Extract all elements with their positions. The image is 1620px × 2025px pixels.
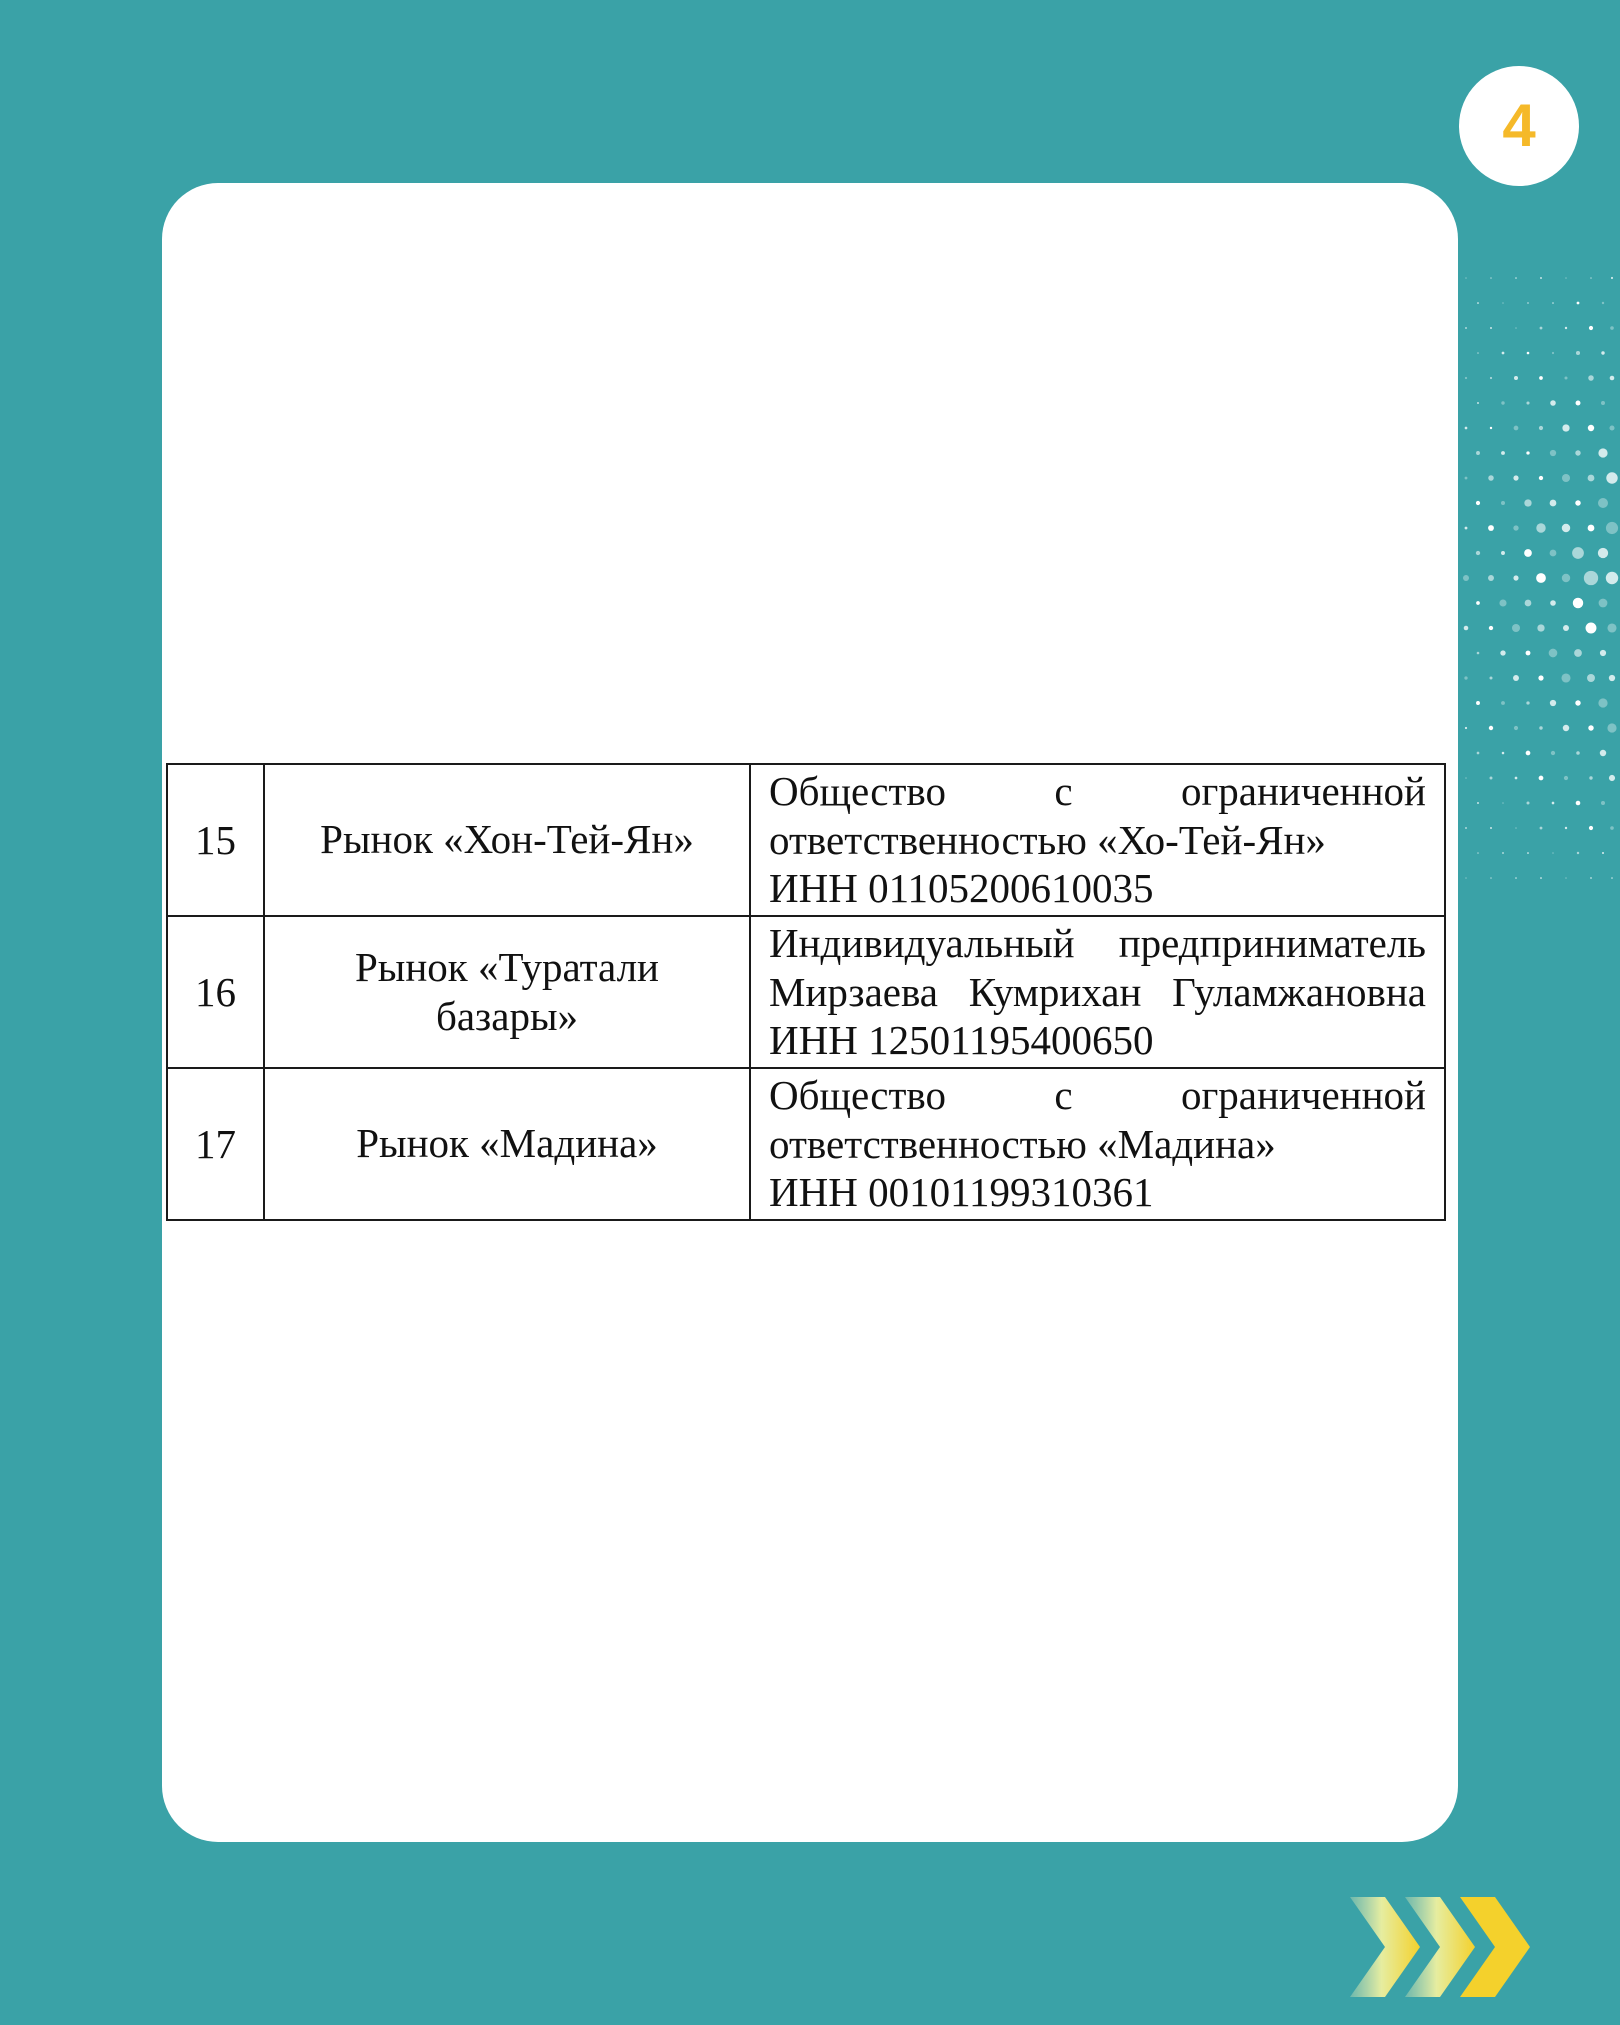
dot-29	[1539, 376, 1543, 380]
dot-157	[1490, 877, 1492, 879]
dot-150	[1477, 852, 1479, 854]
dot-37	[1576, 401, 1581, 406]
owner-inn: ИНН 12501195400650	[769, 1017, 1154, 1064]
dot-79	[1488, 575, 1494, 581]
table-row	[167, 1068, 1445, 1220]
page-number: 4	[1502, 92, 1536, 159]
dot-93	[1512, 624, 1520, 632]
dot-52	[1465, 477, 1468, 480]
dot-45	[1609, 425, 1614, 430]
dot-82	[1562, 574, 1570, 582]
dot-97	[1607, 623, 1616, 632]
dot-6	[1611, 277, 1613, 279]
dot-149	[1610, 826, 1614, 830]
dot-134	[1564, 776, 1568, 780]
dot-17	[1565, 327, 1567, 329]
dot-133	[1539, 776, 1544, 781]
owner-inn: ИНН 01105200610035	[769, 865, 1154, 912]
dot-10	[1552, 302, 1554, 304]
dot-153	[1552, 852, 1554, 854]
dot-22	[1527, 352, 1530, 355]
dot-142	[1601, 801, 1605, 805]
dot-4	[1565, 277, 1567, 279]
dot-137	[1477, 802, 1479, 804]
row-number: 16	[167, 916, 264, 1068]
market-name: Рынок «Хон-Тей-Ян»	[264, 764, 750, 916]
dot-78	[1463, 575, 1469, 581]
dot-26	[1465, 377, 1467, 379]
dot-67	[1513, 525, 1518, 530]
dot-pattern-icon	[1448, 270, 1620, 890]
owner-name: ответственностью «Хо-Тей-Ян»	[769, 816, 1326, 863]
dot-13	[1465, 327, 1467, 329]
dot-160	[1565, 877, 1567, 879]
dot-64	[1598, 498, 1608, 508]
dot-123	[1607, 723, 1616, 732]
dot-115	[1575, 700, 1580, 705]
dot-48	[1526, 451, 1529, 454]
dot-68	[1536, 523, 1545, 532]
dot-124	[1477, 752, 1480, 755]
dot-125	[1502, 752, 1505, 755]
dot-103	[1600, 650, 1606, 656]
dot-40	[1490, 427, 1492, 429]
dot-99	[1500, 650, 1505, 655]
dot-95	[1563, 625, 1569, 631]
dot-31	[1588, 375, 1594, 381]
dot-83	[1584, 571, 1598, 585]
dot-100	[1526, 651, 1531, 656]
dot-47	[1501, 451, 1505, 455]
dot-136	[1609, 775, 1615, 781]
dot-58	[1606, 472, 1617, 483]
dot-111	[1476, 701, 1480, 705]
dot-74	[1524, 549, 1532, 557]
dot-104	[1464, 676, 1467, 679]
dot-127	[1551, 751, 1555, 755]
owner-type: Общество с ограниченной	[769, 1072, 1426, 1119]
dot-5	[1590, 277, 1592, 279]
dot-11	[1577, 302, 1580, 305]
dot-156	[1465, 877, 1467, 879]
dot-36	[1550, 400, 1556, 406]
dot-107	[1538, 675, 1543, 680]
dot-161	[1590, 877, 1592, 879]
market-owner	[750, 916, 1445, 1068]
owner-name: Мирзаева Кумрихан Гуламжановна	[769, 968, 1426, 1015]
dot-92	[1489, 626, 1493, 630]
dot-77	[1598, 548, 1608, 558]
dot-62	[1550, 500, 1557, 507]
dot-131	[1490, 777, 1493, 780]
dot-30	[1564, 376, 1567, 379]
dot-72	[1476, 551, 1480, 555]
dot-88	[1550, 600, 1556, 606]
market-name: Рынок «Мадина»	[264, 1068, 750, 1220]
dot-69	[1562, 524, 1570, 532]
dot-73	[1501, 551, 1505, 555]
dot-8	[1502, 302, 1504, 304]
table-row	[167, 916, 1445, 1068]
dot-3	[1540, 277, 1542, 279]
dot-106	[1513, 675, 1519, 681]
dot-24	[1576, 351, 1580, 355]
dot-61	[1524, 499, 1531, 506]
dot-110	[1609, 675, 1615, 681]
dot-0	[1465, 277, 1467, 279]
dot-85	[1476, 601, 1480, 605]
dot-53	[1488, 475, 1494, 481]
dot-15	[1515, 327, 1517, 329]
dot-117	[1465, 727, 1467, 729]
dot-90	[1599, 599, 1608, 608]
dot-128	[1576, 751, 1580, 755]
dot-114	[1550, 700, 1556, 706]
dot-41	[1514, 426, 1519, 431]
dot-35	[1526, 401, 1529, 404]
dot-152	[1527, 852, 1529, 854]
page-number-badge	[1459, 66, 1579, 186]
dot-94	[1537, 624, 1544, 631]
dot-66	[1488, 525, 1494, 531]
dot-132	[1515, 777, 1518, 780]
row-number: 15	[167, 764, 264, 916]
dot-122	[1588, 725, 1593, 730]
dot-39	[1465, 427, 1468, 430]
owner-type: Общество с ограниченной	[769, 768, 1426, 815]
owner-name: ответственностью «Мадина»	[769, 1120, 1276, 1167]
dot-23	[1552, 352, 1554, 354]
dot-87	[1525, 600, 1532, 607]
dot-12	[1602, 302, 1604, 304]
dot-141	[1576, 801, 1581, 806]
dot-101	[1549, 649, 1558, 658]
dot-44	[1588, 425, 1594, 431]
dot-109	[1587, 674, 1595, 682]
dot-76	[1572, 547, 1584, 559]
dot-130	[1465, 777, 1467, 779]
chevron-1	[1350, 1897, 1420, 1997]
dot-80	[1513, 575, 1518, 580]
dot-154	[1577, 852, 1579, 854]
dot-57	[1588, 475, 1595, 482]
owner-type: Индивидуальный предприниматель	[769, 920, 1426, 967]
dot-162	[1611, 877, 1613, 879]
dot-144	[1490, 827, 1492, 829]
dot-56	[1562, 474, 1570, 482]
dot-140	[1552, 802, 1555, 805]
dot-121	[1563, 725, 1569, 731]
dot-148	[1589, 826, 1593, 830]
dot-25	[1601, 351, 1604, 354]
dot-54	[1513, 475, 1518, 480]
dot-7	[1477, 302, 1479, 304]
table-row	[167, 764, 1445, 916]
dot-34	[1501, 401, 1504, 404]
dot-138	[1502, 802, 1504, 804]
dot-155	[1602, 852, 1604, 854]
dot-158	[1515, 877, 1517, 879]
dot-50	[1575, 450, 1580, 455]
dot-116	[1598, 698, 1607, 707]
dot-105	[1489, 676, 1492, 679]
dot-43	[1562, 424, 1569, 431]
dot-20	[1477, 352, 1479, 354]
dot-2	[1515, 277, 1517, 279]
dot-129	[1600, 750, 1606, 756]
dot-75	[1550, 550, 1557, 557]
dot-70	[1588, 525, 1595, 532]
dot-113	[1526, 701, 1529, 704]
dot-96	[1586, 623, 1597, 634]
dot-89	[1573, 598, 1583, 608]
dot-55	[1539, 476, 1543, 480]
dot-14	[1490, 327, 1492, 329]
owner-inn: ИНН 00101199310361	[769, 1169, 1154, 1216]
dot-28	[1514, 376, 1518, 380]
dot-27	[1490, 377, 1492, 379]
dot-60	[1501, 501, 1505, 505]
dot-49	[1550, 450, 1556, 456]
document-card	[162, 183, 1458, 1842]
dot-19	[1610, 326, 1614, 330]
dot-147	[1565, 827, 1567, 829]
dot-86	[1499, 599, 1506, 606]
dot-32	[1610, 376, 1615, 381]
dot-146	[1540, 827, 1543, 830]
dot-63	[1575, 500, 1580, 505]
dot-46	[1476, 451, 1480, 455]
dot-145	[1515, 827, 1517, 829]
dot-71	[1606, 522, 1618, 534]
market-owner	[750, 1068, 1445, 1220]
dot-139	[1527, 802, 1530, 805]
dot-119	[1514, 726, 1518, 730]
row-number: 17	[167, 1068, 264, 1220]
dot-151	[1502, 852, 1504, 854]
markets-table	[166, 763, 1446, 1221]
dot-108	[1561, 673, 1570, 682]
dot-51	[1598, 448, 1607, 457]
dot-18	[1589, 326, 1593, 330]
dot-84	[1606, 572, 1618, 584]
dot-91	[1464, 626, 1469, 631]
dot-135	[1589, 776, 1592, 779]
dot-42	[1539, 426, 1543, 430]
dot-65	[1465, 527, 1468, 530]
market-name: Рынок «Туратали базары»	[264, 916, 750, 1068]
dot-126	[1526, 751, 1531, 756]
dot-120	[1539, 726, 1542, 729]
dot-9	[1527, 302, 1529, 304]
dot-118	[1489, 726, 1493, 730]
dot-143	[1465, 827, 1467, 829]
market-owner	[750, 764, 1445, 916]
dot-112	[1501, 701, 1505, 705]
dot-102	[1574, 649, 1582, 657]
dot-159	[1540, 877, 1542, 879]
markets-table-wrapper	[166, 763, 1444, 1221]
dot-98	[1477, 652, 1480, 655]
dot-16	[1540, 327, 1543, 330]
dot-21	[1502, 352, 1505, 355]
dot-38	[1601, 401, 1605, 405]
dot-81	[1536, 573, 1546, 583]
dot-1	[1490, 277, 1492, 279]
chevron-arrows-right-icon	[1345, 1897, 1555, 1997]
dot-33	[1477, 402, 1479, 404]
dot-59	[1476, 501, 1480, 505]
